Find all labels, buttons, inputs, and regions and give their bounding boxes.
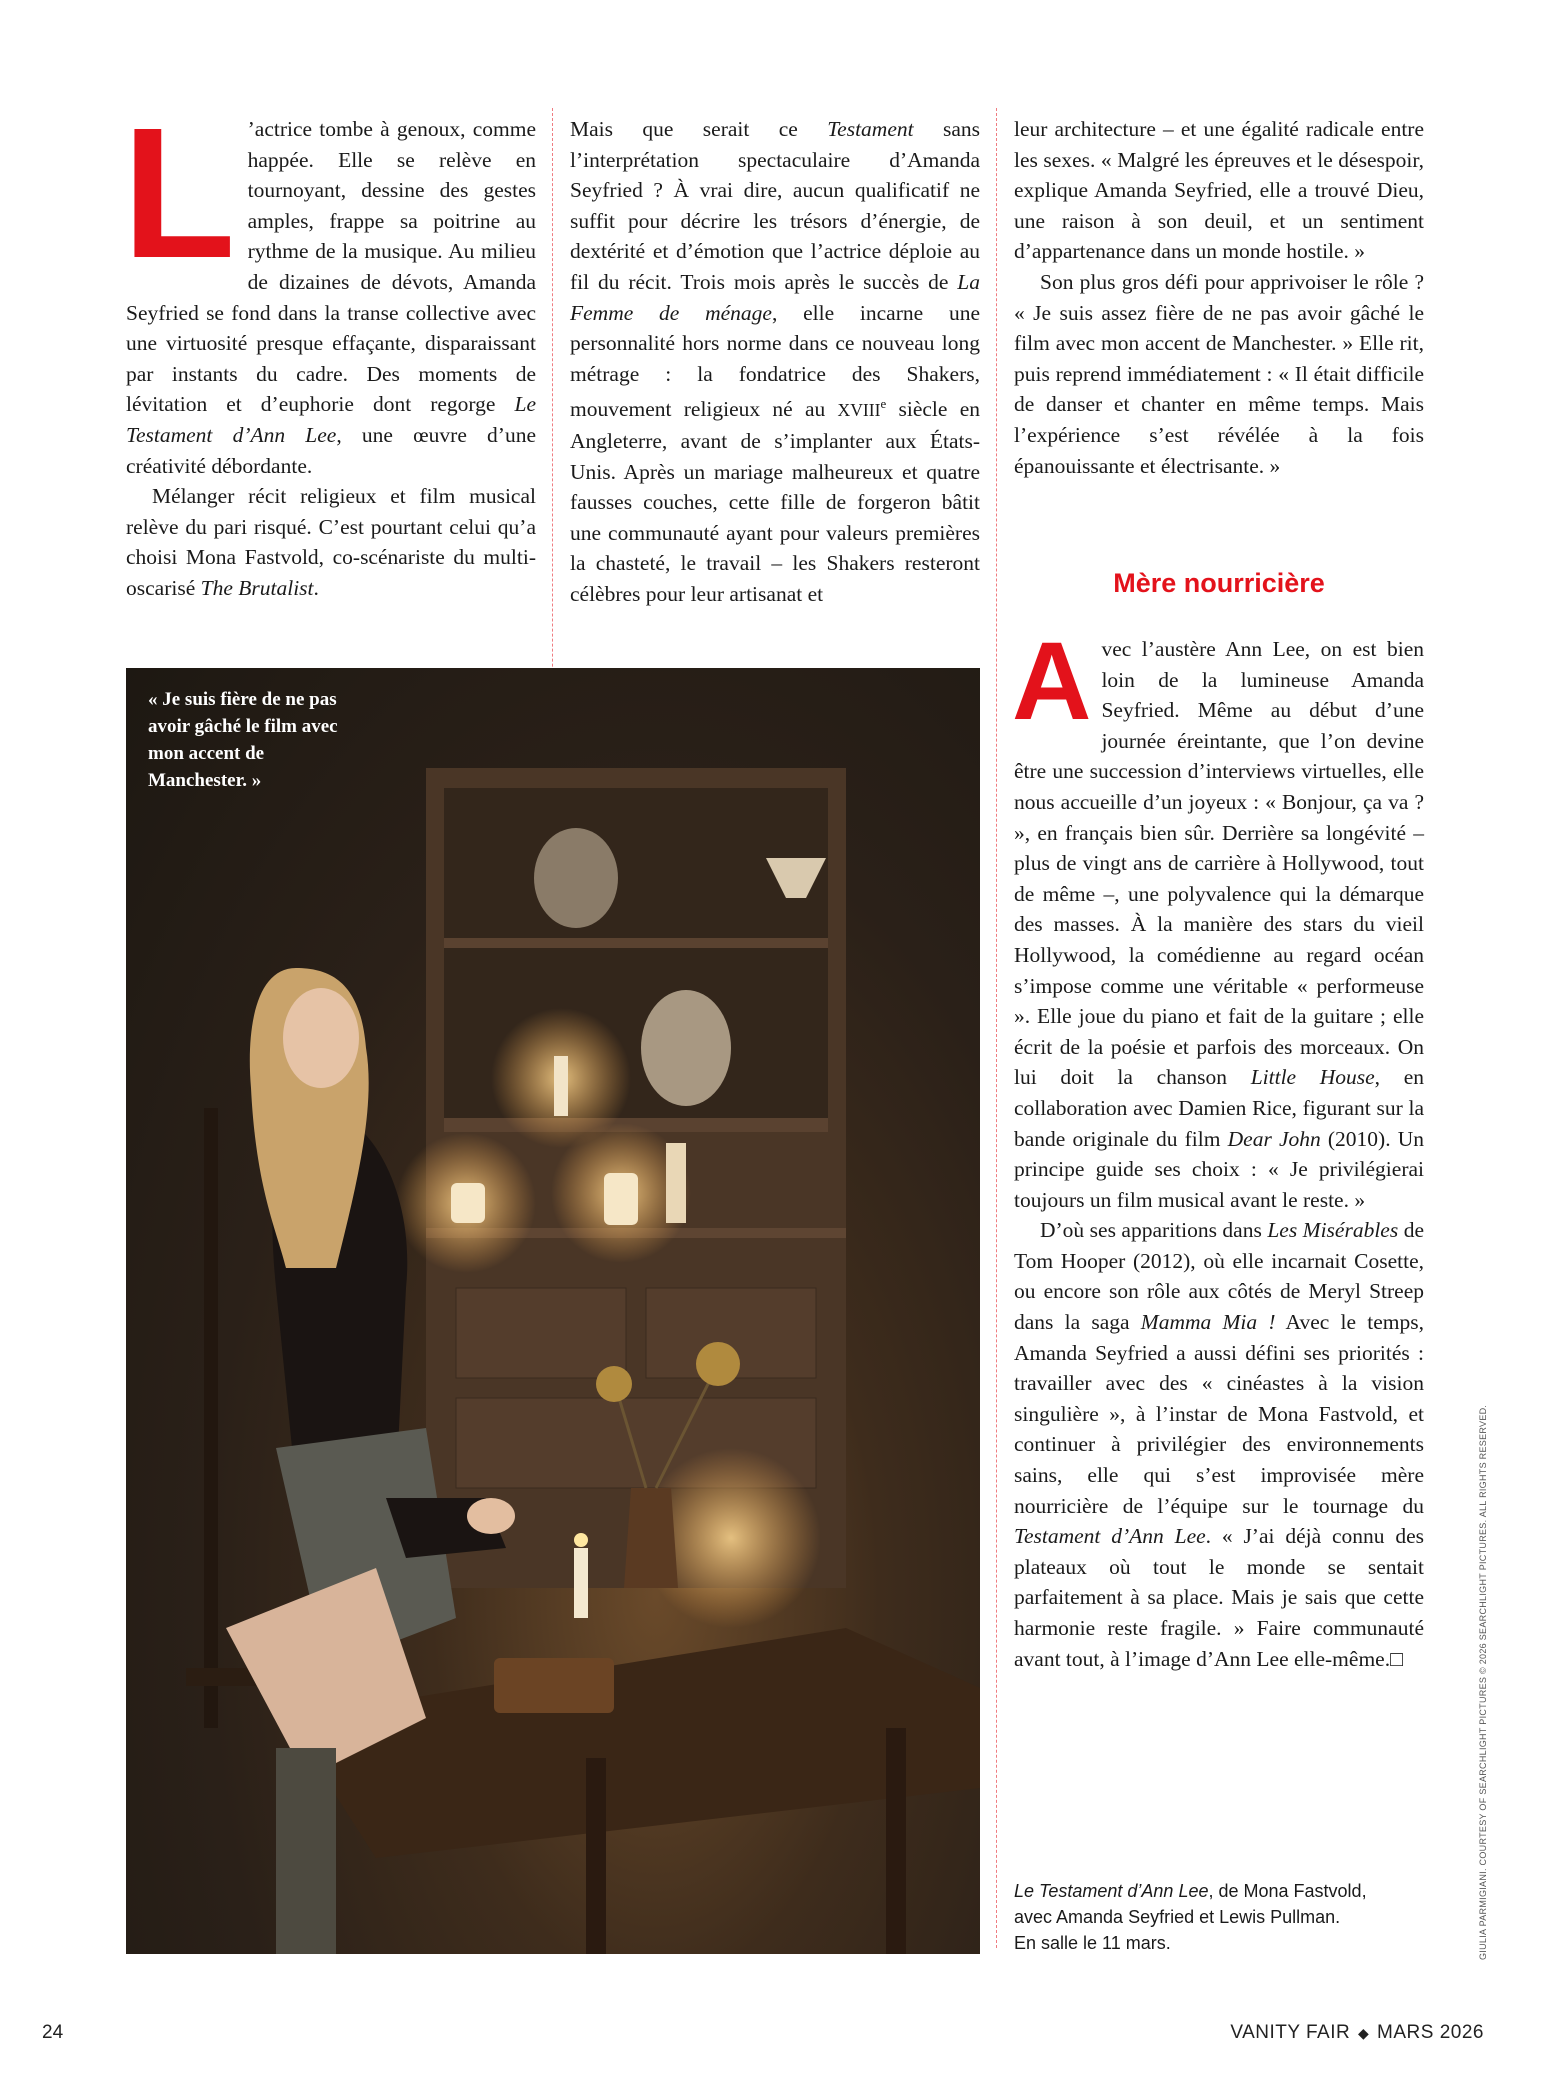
woman-hands (467, 1498, 515, 1534)
photo-illustration (126, 668, 980, 1954)
article-column-3 (1014, 114, 1424, 481)
photo-caption: Le Testament d’Ann Lee, de Mona Fastvold, avec Amanda Seyfried et Lewis Pullman. En salle le 11 mars. (1014, 1881, 1367, 1953)
woman-face (283, 988, 359, 1088)
candle (574, 1548, 588, 1618)
diamond-icon: ◆ (1357, 2025, 1370, 2041)
section-heading: Mère nourricière (1113, 568, 1325, 598)
paragraph: Son plus gros défi pour apprivoiser le rôle ? « Je suis assez fière de ne pas avoir gâché le film avec mon accent de Manchester. » Elle rit, puis reprend immédiatement : « Il était difficile de danser et chanter en même temps. Mais l’expérience s’est révélée à la fois épanouissante et électrisante. » (1014, 269, 1424, 478)
woman-socks (276, 1748, 336, 1954)
chair (204, 1108, 218, 1728)
candle (451, 1183, 485, 1223)
article-column-2 (570, 114, 980, 610)
column-divider (996, 108, 997, 1948)
paragraph: Avec l’austère Ann Lee, on est bien loin de la lumineuse Amanda Seyfried. Même au début d’une journée éreintante, que l’on devine être une succession d’interviews virtuelles, elle nous accueille d’un joyeux : « Bonjour, ça va ? », en français bien sûr. Derrière sa longévité – plus de vingt ans de carrière à Hollywood, tout de même –, une polyvalence qui la démarque des masses. À la manière des stars du vieil Hollywood, la comédienne au regard océan s’impose comme une véritable « performeuse ». Elle joue du piano et fait de la guitare ; elle écrit de la poésie et parfois des morceaux. On lui doit la chanson Little House, en collaboration avec Damien Rice, figurant sur la bande originale du film Dear John (2010). Un principe guide ses choix : « Je privilégierai toujours un film musical avant le reste. » (1012, 620, 1424, 1212)
paragraph: Mélanger récit religieux et film musical relève du pari risqué. C’est pourtant celui qu’a choisi Mona Fastvold, co-scénariste du multi-oscarisé The Brutalist. (126, 484, 536, 600)
pull-quote: « Je suis fière de ne pas avoir gâché le film avec mon accent de Manchester. » (148, 689, 338, 791)
paragraph: Mais que serait ce Testament sans l’interprétation spectaculaire d’Amanda Seyfried ? À vrai dire, aucun qualificatif ne suffit pour décrire les trésors d’énergie, de dextérité et d’émotion que l’actrice déploie au fil du récit. Trois mois après le succès de La Femme de ménage, elle incarne une personnalité hors norme dans ce nouveau long métrage : la fondatrice des Shakers, mouvement religieux né au XVIIIe siècle en Angleterre, avant de s’implanter aux États-Unis. Après un mariage malheureux et quatre fausses couches, cette fille de forgeron bâtit une communauté ayant pour valeurs premières la chasteté, le travail – les Shakers resteront célèbres pour leur artisanat et (570, 117, 981, 607)
end-mark: □ (1390, 1646, 1404, 1671)
flower-vase (624, 1488, 678, 1588)
paragraph: D’où ses apparitions dans Les Misérables de Tom Hooper (2012), où elle incarnait Cosette, ou encore son rôle aux côtés de Meryl Streep dans la saga Mamma Mia ! Avec le temps, Amanda Seyfried a aussi défini ses priorités : travailler avec des « cinéastes à la vision singulière », à l’instar de Mona Fastvold, et continuer à privilégier des environnements sains, elle qui s’est improvisée mère nourricière de l’équipe sur le tournage du Testament d’Ann Lee. « J’ai déjà connu des plateaux où tout le monde se sentait parfaitement à sa place. Mais je sais que cette harmonie reste fragile. » Faire communauté avant tout, à l’image d’Ann Lee elle-même.□ (1014, 1218, 1424, 1671)
portrait-photo (126, 668, 980, 1954)
article-column-1 (122, 90, 536, 604)
article-column-3-continued (1012, 620, 1424, 1674)
candle (554, 1056, 568, 1116)
page-number: 24 (42, 2022, 64, 2043)
jug (534, 828, 618, 928)
vase (641, 990, 731, 1106)
drop-cap: A (1012, 620, 1092, 743)
book (494, 1658, 614, 1713)
magazine-folio: VANITY FAIR ◆ MARS 2026 (1230, 2022, 1484, 2043)
paragraph: L ’actrice tombe à genoux, comme happée. Elle se relève en tournoyant, dessine des gestes amples, frappe sa poitrine au rythme de la musique. Au milieu de dizaines de dévots, Amanda Seyfried se fond dans la transe collective avec une virtuosité presque effaçante, disparaissant par instants du cadre. Des moments de lévitation et d’euphorie dont regorge Le Testament d’Ann Lee, une œuvre d’une créativité débordante. (122, 90, 536, 478)
paragraph: leur architecture – et une égalité radicale entre les sexes. « Malgré les épreuves et le désespoir, explique Amanda Seyfried, elle a trouvé Dieu, une raison à son deuil, et un sentiment d’appartenance dans un monde hostile. » (1014, 117, 1424, 264)
drop-cap: L (122, 90, 236, 297)
candle (604, 1173, 638, 1225)
photo-credit: GIULIA PARMIGIANI. COURTESY OF SEARCHLIGHT PICTURES © 2026 SEARCHLIGHT PICTURES. ALL RIGHTS RESERVED. (1478, 1404, 1488, 1960)
candle (666, 1143, 686, 1223)
